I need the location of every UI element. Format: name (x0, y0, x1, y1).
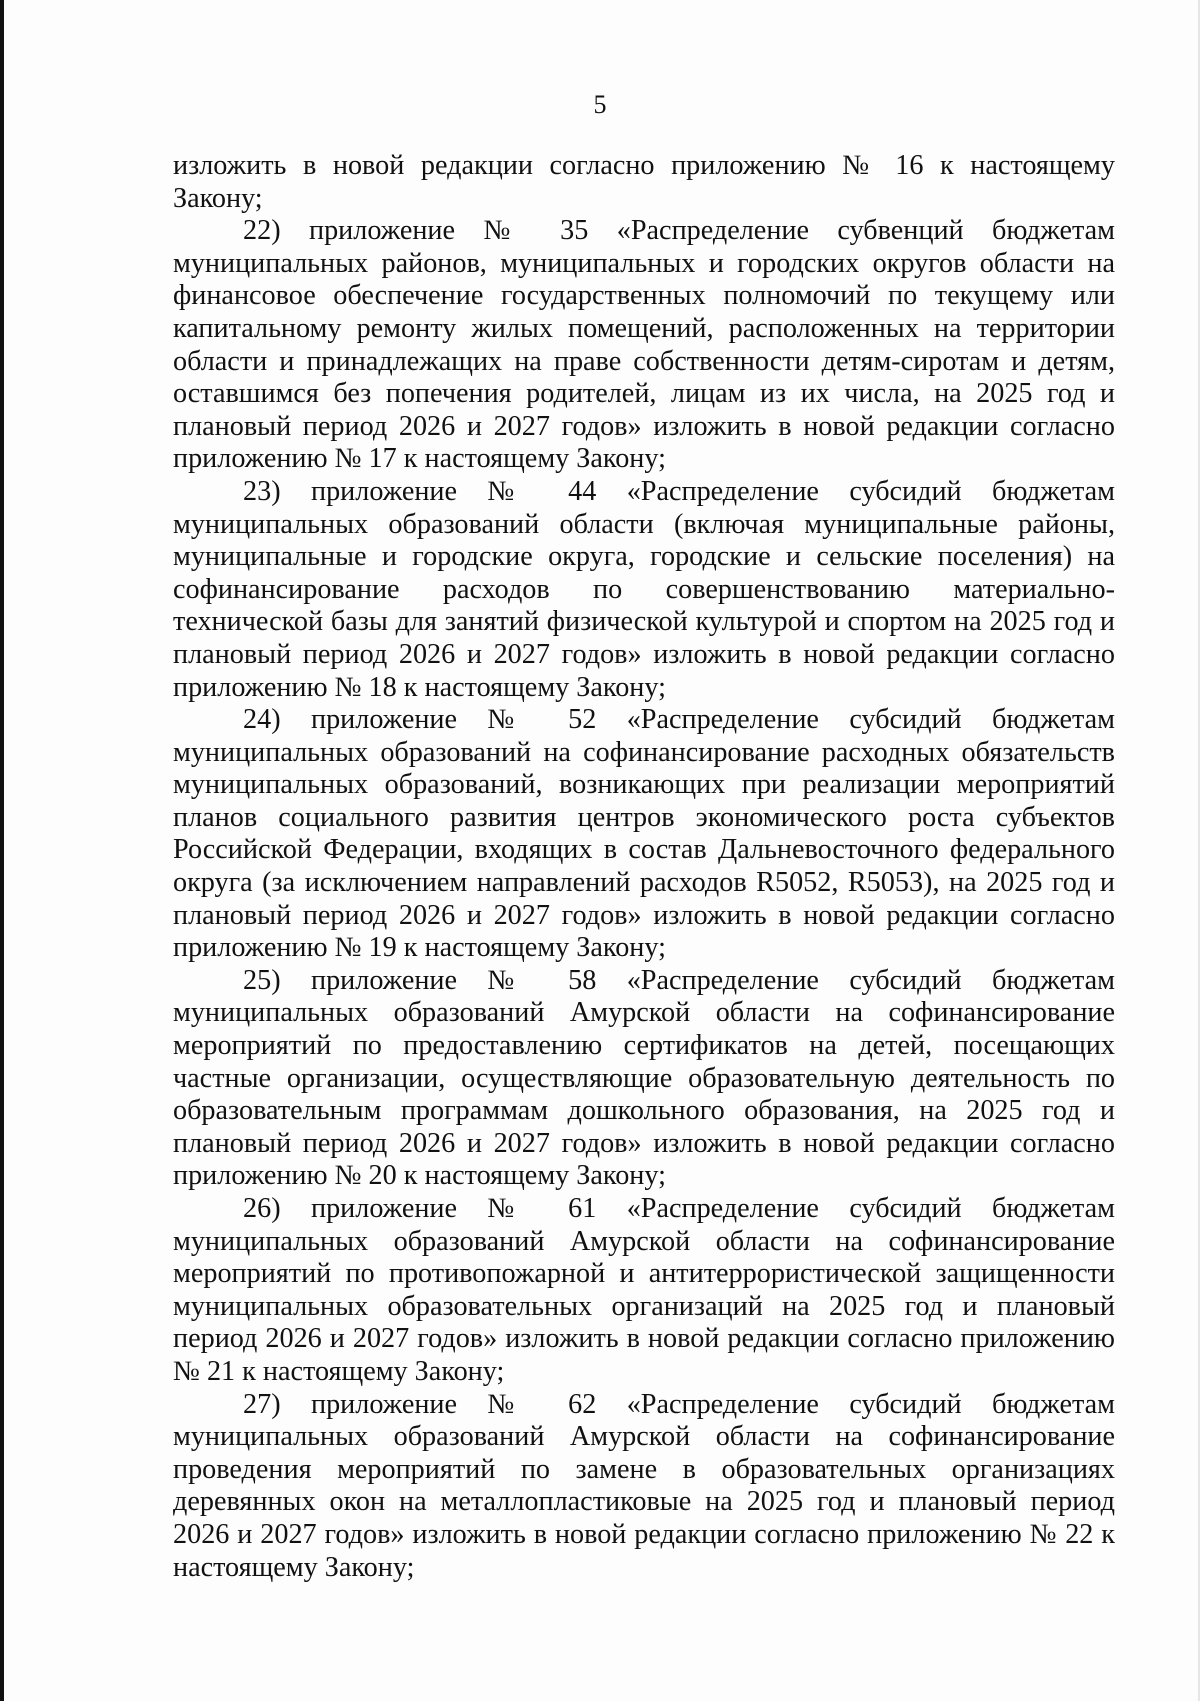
paragraph-item-27: 27) приложение № 62 «Распределение субсидий бюджетам муниципальных образований Амурской области на софинансирование проведения мероприятий по замене в образовательных организациях деревянных окон на металлопластиковые на 2025 год и плановый период 2026 и 2027 годов» изложить в новой редакции согласно приложению № 22 к настоящему Закону; (173, 1388, 1115, 1583)
paragraph-item-26: 26) приложение № 61 «Распределение субсидий бюджетам муниципальных образований Амурской области на софинансирование мероприятий по противопожарной и антитеррористической защищенности муниципальных образовательных организаций на 2025 год и плановый период 2026 и 2027 годов» изложить в новой редакции согласно приложению № 21 к настоящему Закону; (173, 1193, 1115, 1387)
document-body (173, 150, 1115, 1584)
paragraph-item-22: 22) приложение № 35 «Распределение субвенций бюджетам муниципальных районов, муниципальных и городских округов области на финансовое обеспечение государственных полномочий по текущему или капитальному ремонту жилых помещений, расположенных на территории области и принадлежащих на праве собственности детям-сиротам и детям, оставшимся без попечения родителей, лицам из их числа, на 2025 год и плановый период 2026 и 2027 годов» изложить в новой редакции согласно приложению № 17 к настоящему Закону; (173, 215, 1115, 475)
paragraph-item-23: 23) приложение № 44 «Распределение субсидий бюджетам муниципальных образований области (включая муниципальные районы, муниципальные и городские округа, городские и сельские поселения) на софинансирование расходов по совершенствованию материально-технической базы для занятий физической культурой и спортом на 2025 год и плановый период 2026 и 2027 годов» изложить в новой редакции согласно приложению № 18 к настоящему Закону; (173, 475, 1115, 703)
scan-edge-left (0, 0, 4, 1701)
page-number: 5 (593, 90, 607, 119)
paragraph-continuation: изложить в новой редакции согласно приложению № 16 к настоящему Закону; (173, 150, 1115, 214)
paragraph-item-25: 25) приложение № 58 «Распределение субсидий бюджетам муниципальных образований Амурской области на софинансирование мероприятий по предоставлению сертификатов на детей, посещающих частные организации, осуществляющие образовательную деятельность по образовательным программам дошкольного образования, на 2025 год и плановый период 2026 и 2027 годов» изложить в новой редакции согласно приложению № 20 к настоящему Закону; (173, 964, 1115, 1192)
paragraph-item-24: 24) приложение № 52 «Распределение субсидий бюджетам муниципальных образований на софинансирование расходных обязательств муниципальных образований, возникающих при реализации мероприятий планов социального развития центров экономического роста субъектов Российской Федерации, входящих в состав Дальневосточного федерального округа (за исключением направлений расходов R5052, R5053), на 2025 год и плановый период 2026 и 2027 годов» изложить в новой редакции согласно приложению № 19 к настоящему Закону; (173, 704, 1115, 964)
